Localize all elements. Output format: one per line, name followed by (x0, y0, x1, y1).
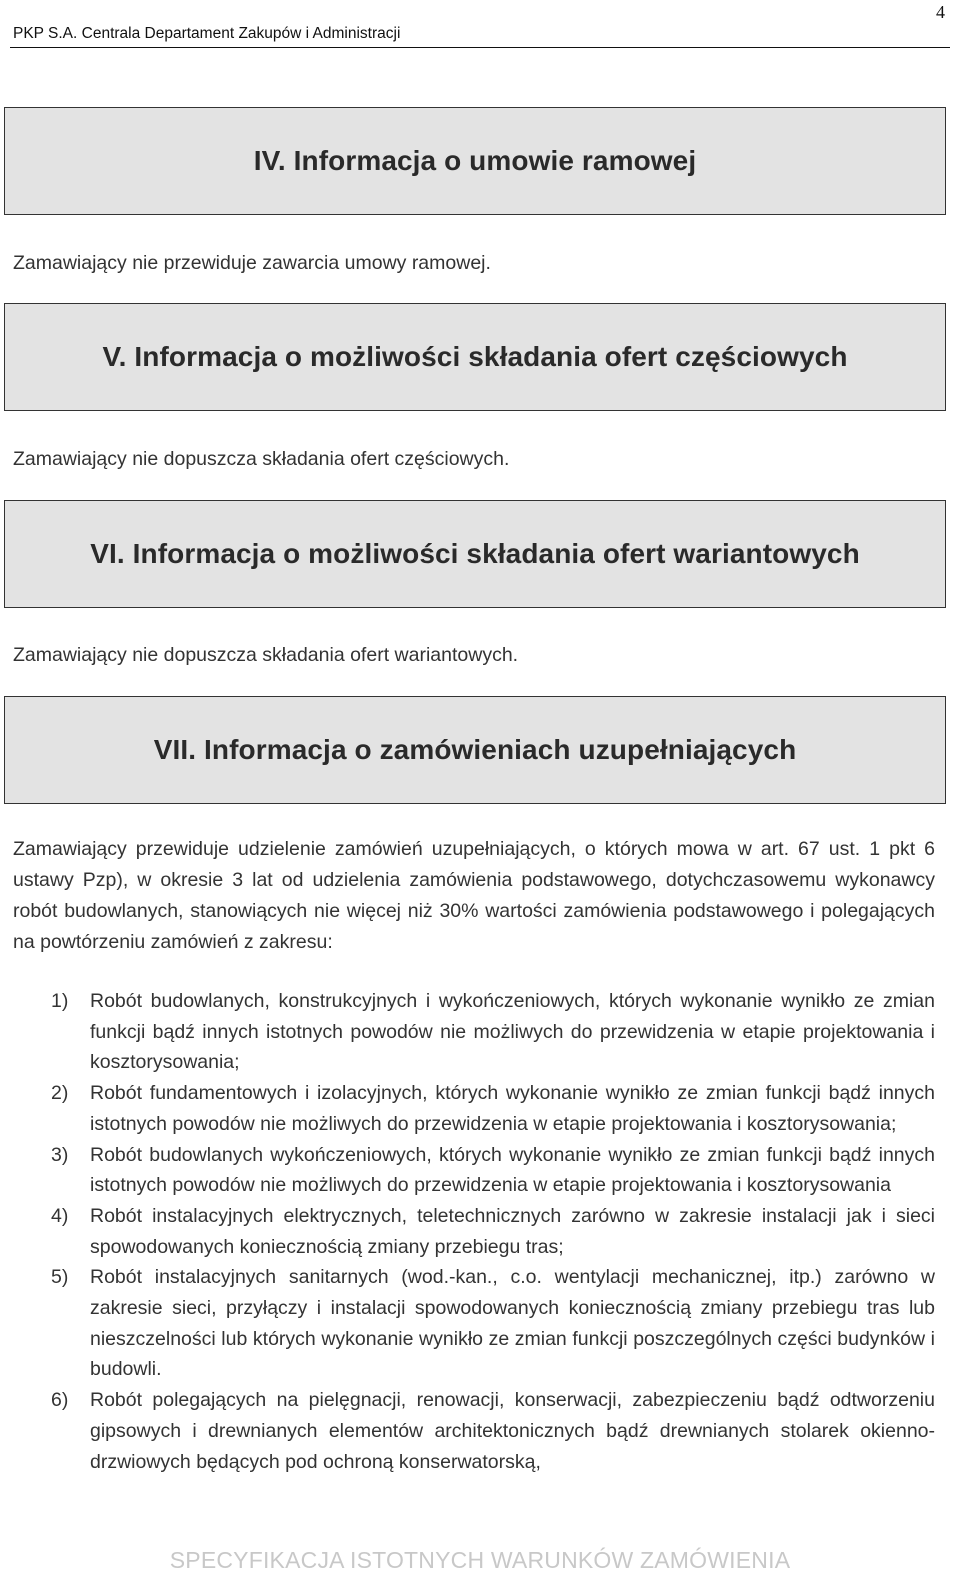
list-item-text: Robót instalacyjnych sanitarnych (wod.-kan., c.o. wentylacji mechanicznej, itp.) zarówno w zakresie sieci, przyłączy i instalacji spowodowanych koniecznością zmiany przebiegu tras lub nieszczelności lub których wykonanie wynikło ze zmian funkcji poszczególnych części budynków i budowli. (90, 1266, 935, 1381)
section-vi-title: VI. Informacja o możliwości składania ofert wariantowych (90, 538, 860, 569)
list-item-text: Robót instalacyjnych elektrycznych, teletechnicznych zarówno w zakresie instalacji jak i sieci spowodowanych koniecznością zmiany przebiegu tras; (90, 1204, 935, 1258)
list-item-number: 4) (51, 1204, 69, 1227)
section-vii-text: Zamawiający przewiduje udzielenie zamówień uzupełniających, o których mowa w art. 67 ust. 1 pkt 6 ustawy Pzp), w okresie 3 lat od udzielenia zamówienia podstawowego, dotychczasowemu wykonawcy robót budowlanych, stanowiących nie więcej niż 30% wartości zamówienia podstawowego i polegających na powtórzeniu zamówień z zakresu: (13, 838, 935, 953)
document-footer: SPECYFIKACJA ISTOTNYCH WARUNKÓW ZAMÓWIENIA (169, 1547, 791, 1573)
list-item-text: Robót budowlanych, konstrukcyjnych i wykończeniowych, których wykonanie wynikło ze zmian funkcji bądź innych istotnych powodów nie możliwych do przewidzenia w etapie projektowania i kosztorysowania; (90, 990, 935, 1074)
list-item-number: 3) (51, 1143, 69, 1166)
list-item-text: Robót polegających na pielęgnacji, renowacji, konserwacji, zabezpieczeniu bądź odtworzeniu gipsowych i drewnianych elementów architektonicznych bądź drewnianych stolarek okienno-drzwiowych będących pod ochroną konserwatorską, (90, 1389, 935, 1473)
list-item-text: Robót fundamentowych i izolacyjnych, których wykonanie wynikło ze zmian funkcji bądź innych istotnych powodów nie możliwych do przewidzenia w etapie projektowania i kosztorysowania; (90, 1082, 935, 1135)
section-iv-text: Zamawiający nie przewiduje zawarcia umowy ramowej. (13, 252, 491, 274)
list-item (13, 1078, 935, 1139)
section-vi-heading-box (4, 500, 946, 608)
list-item (13, 1201, 935, 1262)
list-item (13, 1262, 935, 1385)
list-item-number: 1) (51, 990, 69, 1012)
section-vi-text: Zamawiający nie dopuszcza składania ofert wariantowych. (13, 644, 519, 666)
list-item (13, 1140, 935, 1201)
document-header: PKP S.A. Centrala Departament Zakupów i Administracji (13, 25, 401, 42)
page-number: 4 (936, 2, 945, 22)
section-v-heading-box (4, 303, 946, 411)
list-item-number: 5) (51, 1266, 69, 1289)
section-vii-heading-box (4, 696, 946, 804)
list-item-number: 6) (51, 1389, 69, 1412)
list-item-number: 2) (51, 1082, 69, 1105)
scope-list (13, 986, 935, 1477)
section-v-text: Zamawiający nie dopuszcza składania ofert częściowych. (13, 448, 510, 470)
section-vii-title: VII. Informacja o zamówieniach uzupełniających (153, 734, 797, 765)
section-v-title: V. Informacja o możliwości składania ofert częściowych (102, 341, 848, 372)
list-item (13, 1385, 935, 1477)
section-iv-title: IV. Informacja o umowie ramowej (253, 145, 697, 176)
list-item (13, 986, 935, 1078)
header-divider (10, 47, 950, 48)
list-item-text: Robót budowlanych wykończeniowych, których wykonanie wynikło ze zmian funkcji bądź innych istotnych powodów nie możliwych do przewidzenia w etapie projektowania i kosztorysowania (90, 1143, 935, 1197)
section-iv-heading-box (4, 107, 946, 215)
